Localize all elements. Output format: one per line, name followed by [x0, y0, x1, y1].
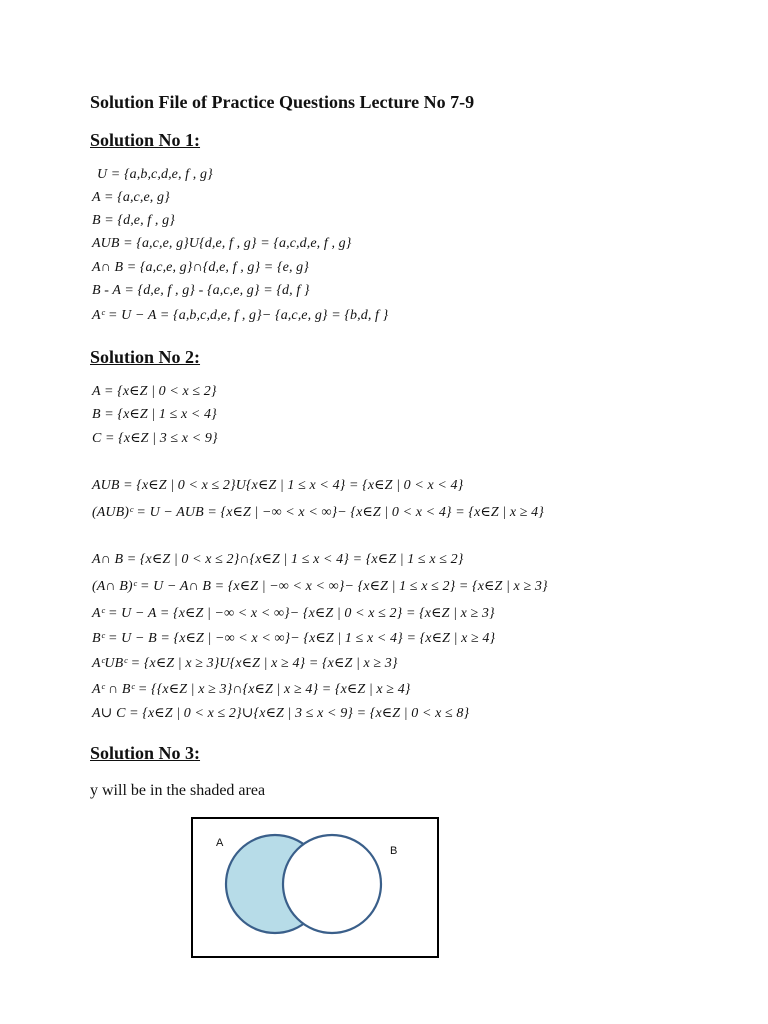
venn-diagram — [191, 817, 439, 958]
venn-circle-b — [283, 835, 381, 933]
solution-3-heading — [90, 743, 200, 764]
solution-1-line: A = {a,c,e, g} — [92, 190, 170, 205]
solution-1-line: A∩ B = {a,c,e, g}∩{d,e, f , g} = {e, g} — [92, 260, 309, 275]
solution-2-line: Bᶜ = U − B = {x∈Z | −∞ < x < ∞}− {x∈Z | 1 ≤ x < 4} = {x∈Z | x ≥ 4} — [92, 631, 496, 646]
venn-label-b: B — [390, 845, 398, 857]
solution-2-line: A∪ C = {x∈Z | 0 < x ≤ 2}∪{x∈Z | 3 ≤ x < 9} = {x∈Z | 0 < x ≤ 8} — [92, 706, 470, 721]
venn-label-a: A — [216, 837, 224, 849]
solution-2-line: A∩ B = {x∈Z | 0 < x ≤ 2}∩{x∈Z | 1 ≤ x < 4} = {x∈Z | 1 ≤ x ≤ 2} — [92, 552, 464, 567]
solution-3-heading-colon: : — [194, 743, 201, 763]
venn-diagram-graphic — [193, 819, 437, 956]
solution-2-line: Aᶜ = U − A = {x∈Z | −∞ < x < ∞}− {x∈Z | 0 < x ≤ 2} = {x∈Z | x ≥ 3} — [92, 606, 495, 621]
solution-2-line: Aᶜ ∩ Bᶜ = {{x∈Z | x ≥ 3}∩{x∈Z | x ≥ 4} = {x∈Z | x ≥ 4} — [92, 682, 411, 697]
solution-2-line: (A∩ B)ᶜ = U − A∩ B = {x∈Z | −∞ < x < ∞}− {x∈Z | 1 ≤ x ≤ 2} = {x∈Z | x ≥ 3} — [92, 579, 548, 594]
solution-1-line: AUB = {a,c,e, g}U{d,e, f , g} = {a,c,d,e, f , g} — [92, 236, 352, 251]
solution-2-line: B = {x∈Z | 1 ≤ x < 4} — [92, 407, 217, 422]
solution-2-line: (AUB)ᶜ = U − AUB = {x∈Z | −∞ < x < ∞}− {x∈Z | 0 < x < 4} = {x∈Z | x ≥ 4} — [92, 505, 544, 520]
page-title: Solution File of Practice Questions Lecture No 7-9 — [90, 92, 475, 112]
solution-1-line: Aᶜ = U − A = {a,b,c,d,e, f , g}− {a,c,e, g} = {b,d, f } — [92, 308, 389, 323]
solution-2-line: C = {x∈Z | 3 ≤ x < 9} — [92, 431, 218, 446]
solution-1-line: U = {a,b,c,d,e, f , g} — [97, 167, 213, 182]
solution-2-line: AUB = {x∈Z | 0 < x ≤ 2}U{x∈Z | 1 ≤ x < 4} = {x∈Z | 0 < x < 4} — [92, 478, 464, 493]
solution-1-heading: Solution No 1: — [90, 130, 201, 150]
solution-2-heading: Solution No 2: — [90, 347, 201, 367]
solution-3-heading-text: Solution No 3 — [90, 743, 195, 763]
solution-2-line: A = {x∈Z | 0 < x ≤ 2} — [92, 384, 217, 399]
solution-1-line: B = {d,e, f , g} — [92, 213, 175, 228]
solution-1-line: B - A = {d,e, f , g} - {a,c,e, g} = {d, f } — [92, 283, 310, 298]
solution-3-text: y will be in the shaded area — [90, 782, 266, 799]
solution-2-line: AᶜUBᶜ = {x∈Z | x ≥ 3}U{x∈Z | x ≥ 4} = {x∈Z | x ≥ 3} — [92, 656, 398, 671]
